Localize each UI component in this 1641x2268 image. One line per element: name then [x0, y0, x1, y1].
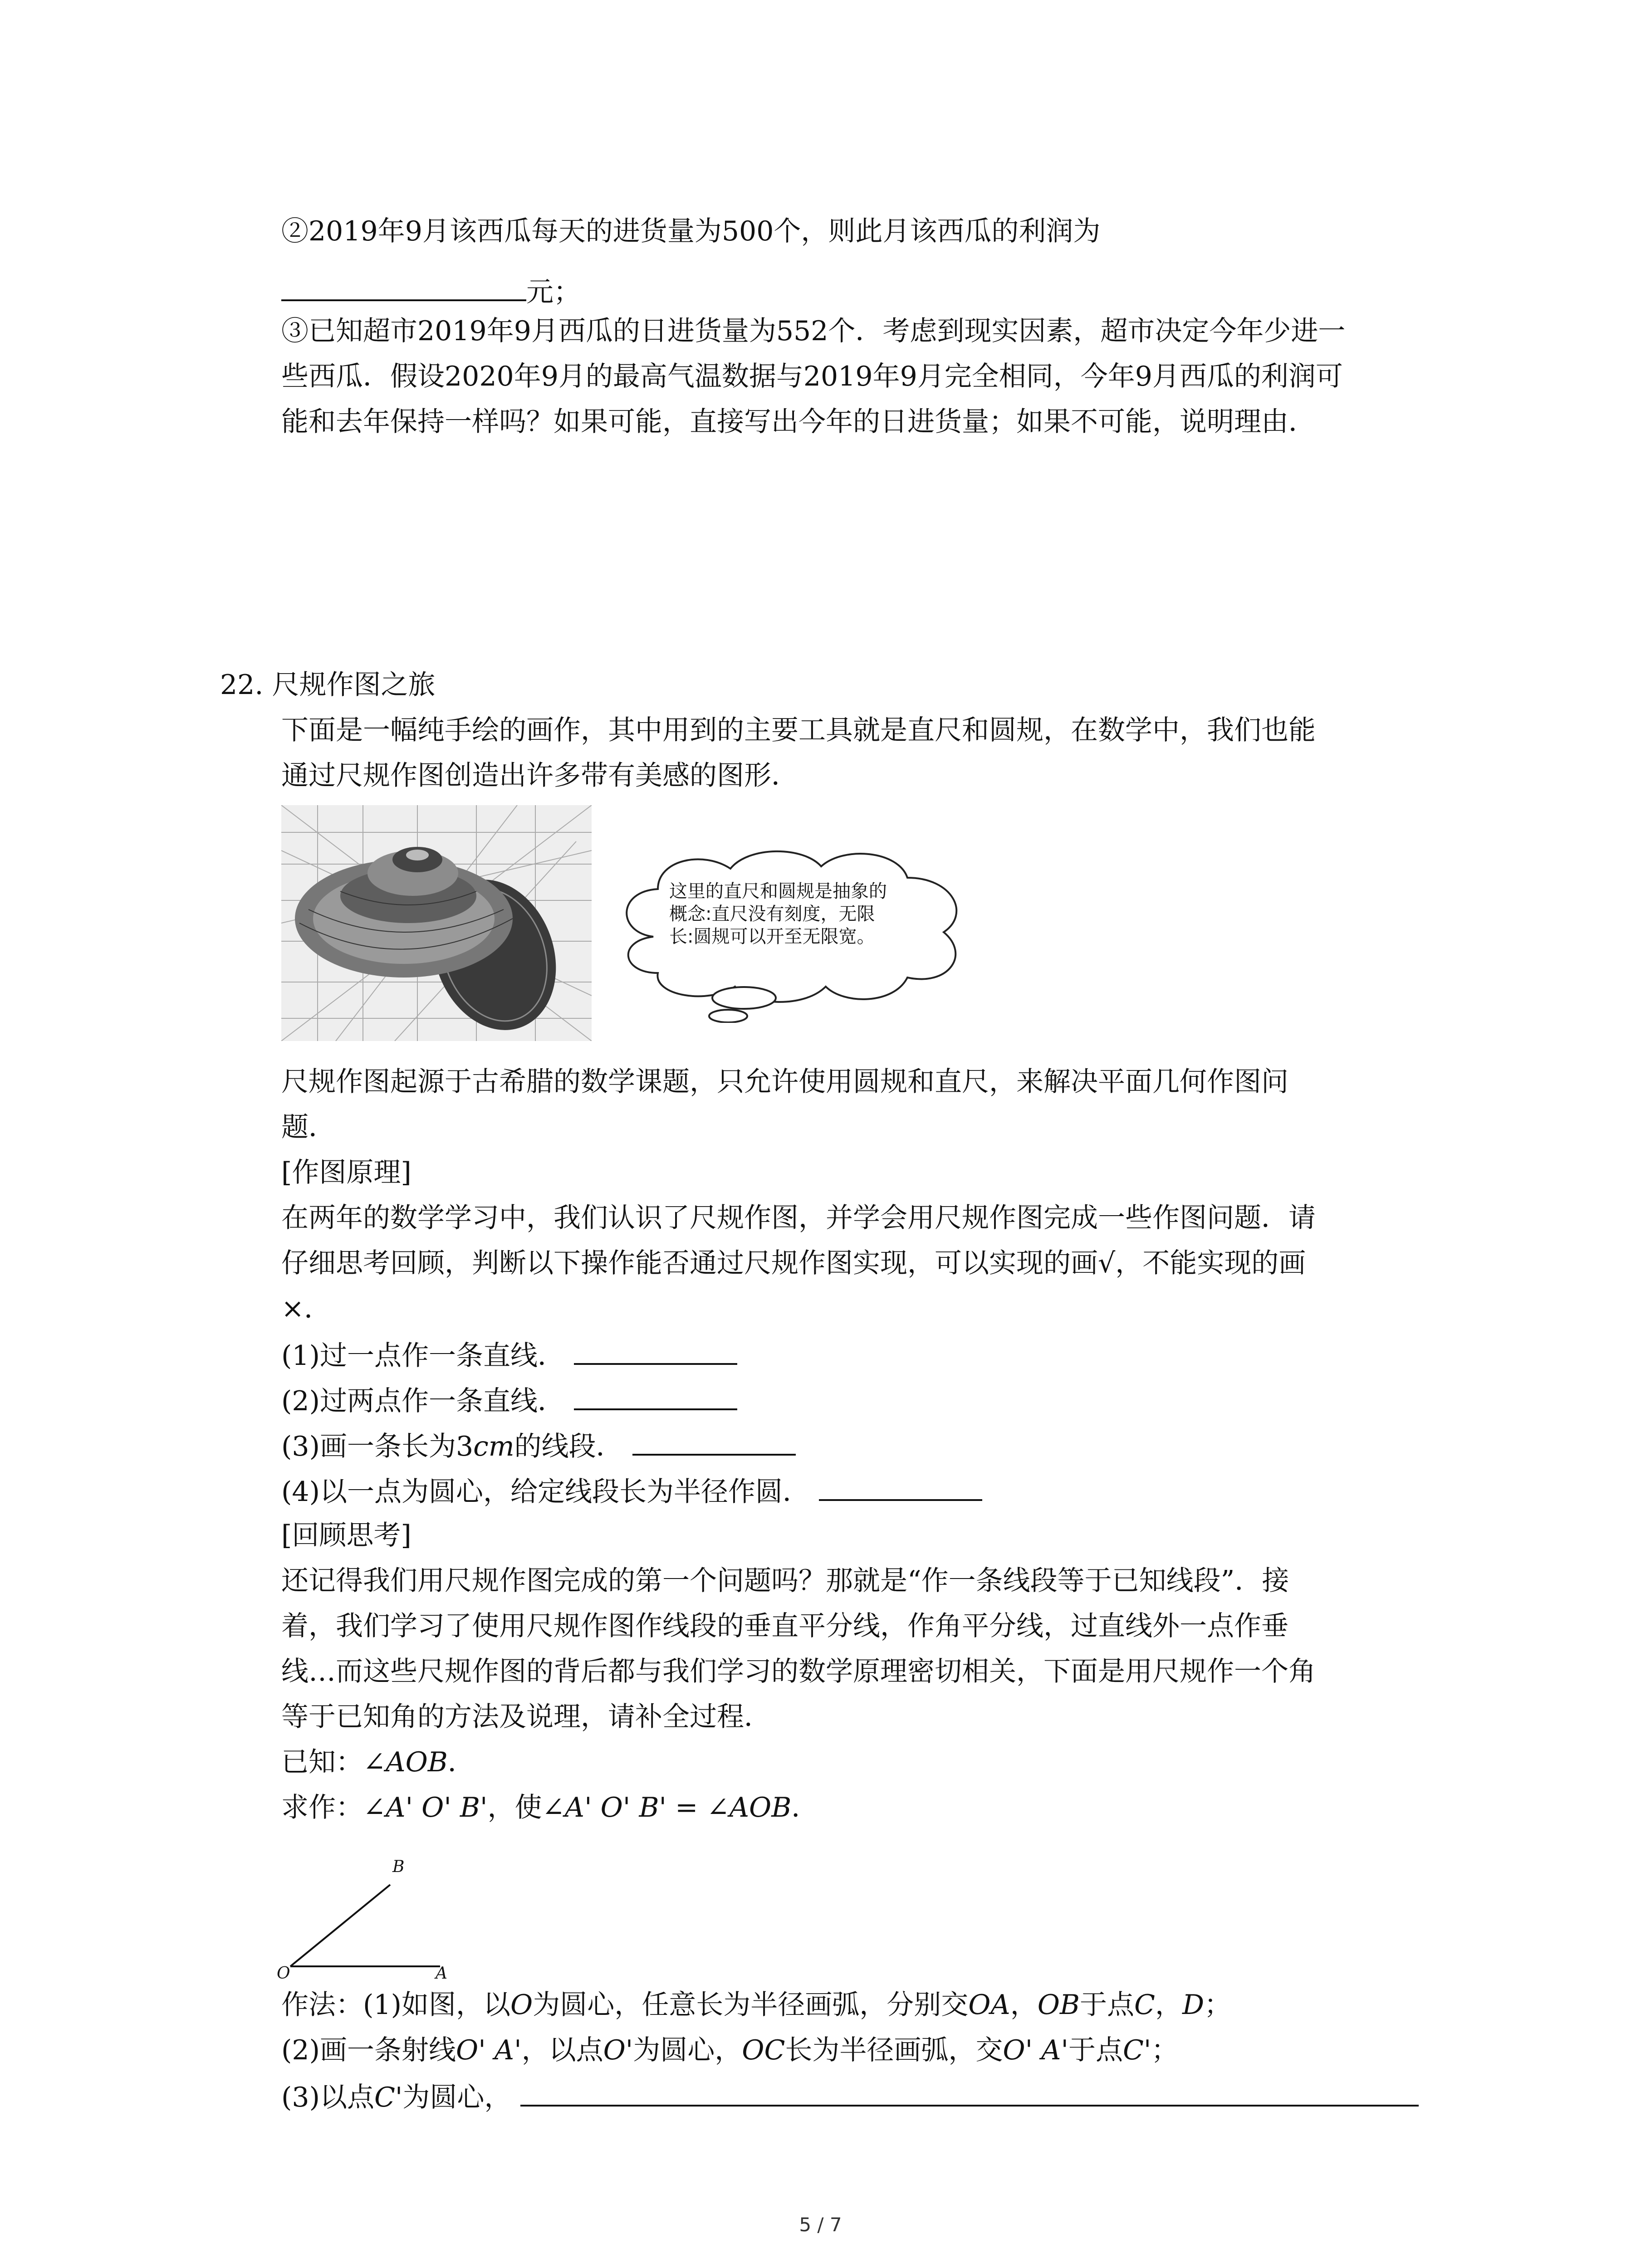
item-3-text-end: 的线段． [514, 1431, 623, 1462]
step-2 [281, 2032, 1178, 2068]
require-mid: ，使 [487, 1792, 542, 1823]
answer-blank-2[interactable] [574, 1381, 737, 1410]
step-2-oc: OC [742, 2034, 785, 2066]
step-3-text-2: 为圆心， [402, 2082, 512, 2113]
q21-unit: 元； [526, 276, 581, 308]
q21-line-5: 能和去年保持一样吗？如果可能，直接写出今年的日进货量；如果不可能，说明理由． [281, 406, 1316, 438]
answer-blank-profit[interactable] [281, 272, 526, 301]
item-3 [281, 1427, 796, 1465]
step-1 [281, 1987, 1231, 2023]
require-label: 求作： [281, 1792, 363, 1823]
item-1 [281, 1336, 737, 1374]
q22-para3-line-3: ×． [281, 1293, 332, 1325]
q22-intro-2: 通过尺规作图创造出许多带有美感的图形． [281, 760, 798, 792]
item-2-text: (2)过两点作一条直线． [281, 1385, 565, 1417]
cloud-text-2: 概念:直尺没有刻度，无限 [669, 904, 875, 924]
require-equation: ∠A' O' B' = ∠AOB [542, 1792, 792, 1823]
q22-para3-line-2: 仔细思考回顾，判断以下操作能否通过尺规作图实现，可以实现的画√，不能实现的画 [281, 1247, 1306, 1279]
heading-principle: [作图原理] [281, 1157, 411, 1188]
given-line [281, 1744, 475, 1780]
step-2-text-2: ，以点 [521, 2034, 603, 2066]
step-1-comma: ， [1010, 1989, 1038, 2021]
step-2-text-5: 于点 [1068, 2034, 1123, 2066]
step-2-text: (2)画一条射线 [281, 2034, 456, 2066]
item-1-text: (1)过一点作一条直线． [281, 1340, 565, 1372]
step-2-text-3: 为圆心， [633, 2034, 742, 2066]
step-2-ray-2: O' A' [1003, 2034, 1068, 2066]
heading-review: [回顾思考] [281, 1520, 411, 1551]
q22-para3-line-1: 在两年的数学学习中，我们认识了尺规作图，并学会用尺规作图完成一些作图问题．请 [281, 1202, 1316, 1234]
q21-line-2 [281, 272, 581, 310]
step-1-d: D [1182, 1989, 1205, 2021]
answer-blank-4[interactable] [819, 1472, 982, 1501]
step-3 [281, 2077, 1419, 2116]
step-1-text-2: 为圆心，任意长为半径画弧，分别交 [533, 1989, 969, 2021]
answer-blank-step-3[interactable] [520, 2077, 1419, 2107]
step-1-comma-2: ， [1155, 1989, 1182, 2021]
item-4-text: (4)以一点为圆心，给定线段长为半径作圆． [281, 1476, 810, 1508]
q22-para4-line-3: 线…而这些尺规作图的背后都与我们学习的数学原理密切相关，下面是用尺规作一个角 [281, 1656, 1316, 1687]
step-2-text-4: 长为半径画弧，交 [785, 2034, 1003, 2066]
step-3-text: (3)以点 [281, 2082, 374, 2113]
q22-para4-line-1: 还记得我们用尺规作图完成的第一个问题吗？那就是“作一条线段等于已知线段”．接 [281, 1565, 1289, 1597]
angle-aob-figure [277, 1857, 472, 1984]
item-4 [281, 1472, 982, 1510]
page-number: 5 / 7 [799, 2214, 842, 2236]
q22-title: 22. 尺规作图之旅 [220, 669, 436, 701]
ray-ob [290, 1885, 390, 1966]
step-2-ray: O' A' [456, 2034, 522, 2066]
label-o: O [277, 1964, 290, 1983]
item-3-text: (3)画一条长为3 [281, 1431, 474, 1462]
q22-para4-line-2: 着，我们学习了使用尺规作图作线段的垂直平分线，作角平分线，过直线外一点作垂 [281, 1610, 1288, 1642]
answer-blank-3[interactable] [632, 1427, 796, 1456]
cloud-text-1: 这里的直尺和圆规是抽象的 [669, 881, 887, 902]
q22-para2-line-2: 题． [281, 1111, 336, 1143]
given-expression: ∠AOB [363, 1746, 448, 1778]
step-1-ob: OB [1037, 1989, 1080, 2021]
q22-para2-line-1: 尺规作图起源于古希腊的数学课题，只允许使用圆规和直尺，来解决平面几何作图问 [281, 1066, 1288, 1098]
step-1-o: O [510, 1989, 533, 2021]
step-1-text-3: 于点 [1080, 1989, 1135, 2021]
step-1-end: ； [1204, 1989, 1232, 2021]
step-1-text: 作法：(1)如图，以 [281, 1989, 510, 2021]
item-3-unit: cm [473, 1431, 514, 1462]
illustration-row [281, 805, 989, 1041]
label-b: B [392, 1857, 405, 1876]
thought-cloud [599, 841, 989, 1023]
given-label: 已知： [281, 1746, 363, 1778]
step-2-center: O' [603, 2034, 633, 2066]
require-angle: ∠A' O' B' [363, 1792, 488, 1823]
q22-para4-line-4: 等于已知角的方法及说理，请补全过程． [281, 1701, 771, 1733]
shell-sketch-image [281, 805, 592, 1041]
require-period: ． [791, 1792, 819, 1823]
label-a: A [436, 1964, 447, 1983]
q22-intro-1: 下面是一幅纯手绘的画作，其中用到的主要工具就是直尺和圆规，在数学中，我们也能 [281, 714, 1316, 746]
step-2-end: ； [1151, 2034, 1179, 2066]
step-2-c-prime: C' [1122, 2034, 1151, 2066]
q21-line-4: 些西瓜．假设2020年9月的最高气温数据与2019年9月完全相同，今年9月西瓜的利润可 [281, 361, 1343, 392]
step-1-c: C [1134, 1989, 1155, 2021]
given-period: ． [447, 1746, 475, 1778]
require-line [281, 1789, 818, 1826]
item-2 [281, 1381, 737, 1419]
step-1-oa: OA [968, 1989, 1010, 2021]
q21-line-1: ②2019年9月该西瓜每天的进货量为500个，则此月该西瓜的利润为 [281, 215, 1101, 247]
answer-blank-1[interactable] [574, 1336, 737, 1365]
cloud-text-3: 长:圆规可以开至无限宽。 [669, 926, 875, 947]
step-3-c-prime: C' [374, 2082, 403, 2113]
q21-line-3: ③已知超市2019年9月西瓜的日进货量为552个．考虑到现实因素，超市决定今年少进一 [281, 315, 1346, 347]
